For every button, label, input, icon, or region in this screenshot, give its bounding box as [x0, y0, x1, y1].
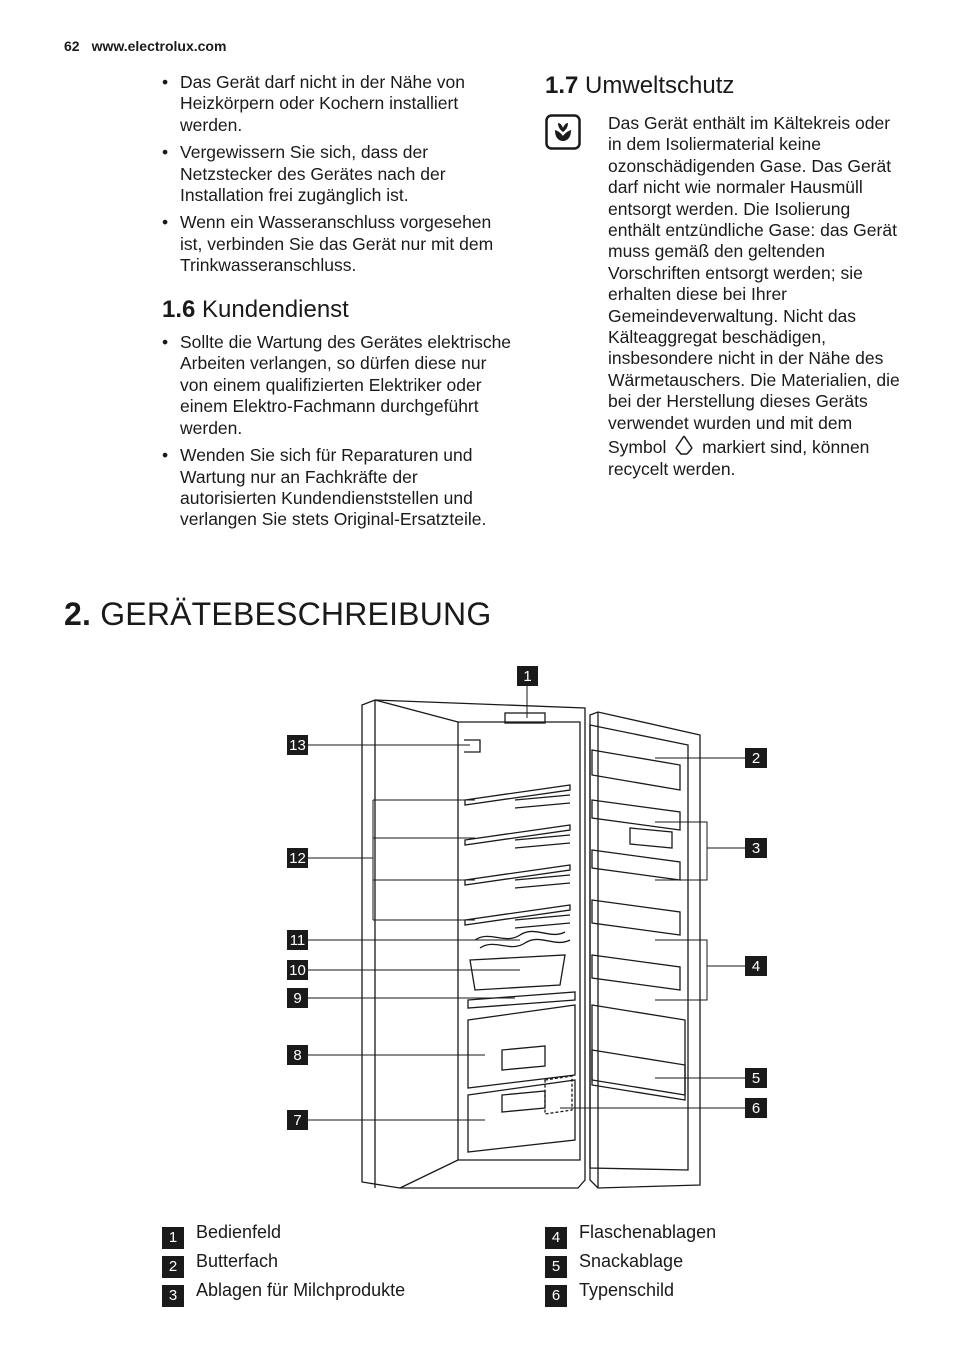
crisper-drawer — [468, 1005, 575, 1088]
callout-5: 5 — [751, 1070, 761, 1087]
bottle-rack — [475, 931, 565, 940]
list-item: • Wenn ein Wasseranschluss vorgesehen ist, verbinden Sie das Gerät nur mit dem Trinkwasseranschluss. — [162, 212, 518, 276]
legend-item — [545, 1280, 674, 1307]
legend-item — [162, 1280, 405, 1307]
callout-10: 10 — [289, 962, 306, 979]
callout-4: 4 — [751, 958, 761, 975]
bottle-shelf — [592, 955, 680, 990]
legend-label: Butterfach — [196, 1251, 279, 1271]
section-title: Umweltschutz — [585, 72, 735, 99]
chiller-drawer — [470, 955, 565, 990]
glass-plate — [468, 992, 575, 1008]
legend-label: Flaschenablagen — [579, 1222, 717, 1242]
glass-shelf — [465, 905, 570, 925]
drawer-handle — [502, 1091, 545, 1112]
environment-paragraph: Das Gerät enthält im Kältekreis oder in dem Isoliermaterial keine ozonschädigenden Gase. Das Gerät darf nicht wie normaler Hausmüll entsorgt werden. Die Isolierung enthält entzündliche Gase: das Gerät muss gemäß den geltenden Vorschriften entsorgt werden; sie erhalten diese bei Ihrer Gemeindeverwaltung. Nicht das Kälteaggregat beschädigen, insbesondere nicht in der Nähe des Wärmetauschers. Die Materialien, die bei der Herstellung dieses Geräts verwendet wurden und mit dem Symbol — [608, 113, 900, 458]
chapter-title: GERÄTEBESCHREIBUNG — [100, 596, 492, 632]
section-number: 1.7 — [545, 72, 579, 99]
legend-label: Typenschild — [579, 1280, 675, 1300]
callout-6: 6 — [751, 1100, 761, 1117]
legend-number: 5 — [545, 1256, 567, 1278]
butter-compartment — [592, 750, 680, 790]
glass-shelf — [465, 825, 570, 845]
section-number: 1.6 — [162, 295, 196, 323]
cabinet-outline — [362, 700, 585, 1188]
bottle-rack — [480, 939, 570, 948]
door-inner — [590, 725, 688, 1170]
legend-item — [162, 1222, 281, 1249]
callout-7: 7 — [293, 1112, 302, 1129]
glass-shelf — [465, 785, 570, 805]
callout-8: 8 — [293, 1047, 302, 1064]
chapter-number: 2. — [64, 596, 92, 632]
door-shelf — [592, 800, 680, 830]
door-shelf — [592, 850, 680, 880]
callout-3: 3 — [751, 840, 761, 857]
legend-number: 1 — [162, 1227, 184, 1249]
list-item: • Sollte die Wartung des Gerätes elektrische Arbeiten verlangen, so dürfen diese nur von einem qualifizierten Elektriker oder einem Elektro-Fachmann durchgeführt werden. — [162, 332, 518, 439]
legend-label: Snackablage — [579, 1251, 684, 1271]
list-item: • Wenden Sie sich für Reparaturen und Wartung nur an Fachkräfte der autorisierten Kundendienststellen und verlangen Sie stets Original-Ersatzteile. — [162, 445, 518, 531]
legend-item — [162, 1251, 278, 1278]
interior-light — [464, 740, 480, 752]
section-title: Kundendienst — [202, 295, 349, 323]
header-url: www.electrolux.com — [91, 38, 227, 54]
callout-11: 11 — [289, 932, 306, 949]
glass-shelf — [465, 865, 570, 885]
legend-item — [545, 1222, 716, 1249]
callout-12: 12 — [289, 850, 306, 867]
bottle-shelf — [592, 900, 680, 935]
legend-number: 4 — [545, 1227, 567, 1249]
callout-labels — [287, 666, 767, 1130]
snack-shelf-area — [592, 1005, 685, 1095]
leader-line — [308, 800, 475, 920]
crisper-drawer — [468, 1080, 575, 1152]
legend-label: Ablagen für Milchprodukte — [196, 1280, 406, 1300]
page-number: 62 — [64, 38, 80, 54]
shelf-rails — [515, 795, 570, 928]
callout-9: 9 — [293, 990, 302, 1007]
legend-number: 6 — [545, 1285, 567, 1307]
legend-label: Bedienfeld — [196, 1222, 282, 1242]
callout-2: 2 — [751, 750, 761, 767]
list-item: • Vergewissern Sie sich, dass der Netzstecker des Gerätes nach der Installation frei zugänglich ist. — [162, 142, 518, 206]
drawer-handle — [502, 1046, 545, 1070]
legend-item — [545, 1251, 683, 1278]
cabinet-bottom-edge — [400, 1160, 458, 1188]
dairy-holder — [630, 828, 672, 848]
environment-paragraph-end: markiert sind, können recycelt werden. — [608, 437, 870, 479]
legend-number: 3 — [162, 1285, 184, 1307]
legend-number: 2 — [162, 1256, 184, 1278]
callout-1: 1 — [523, 668, 532, 685]
list-item: • Das Gerät darf nicht in der Nähe von Heizkörpern oder Kochern installiert werden. — [162, 72, 518, 136]
callout-13: 13 — [289, 737, 306, 754]
